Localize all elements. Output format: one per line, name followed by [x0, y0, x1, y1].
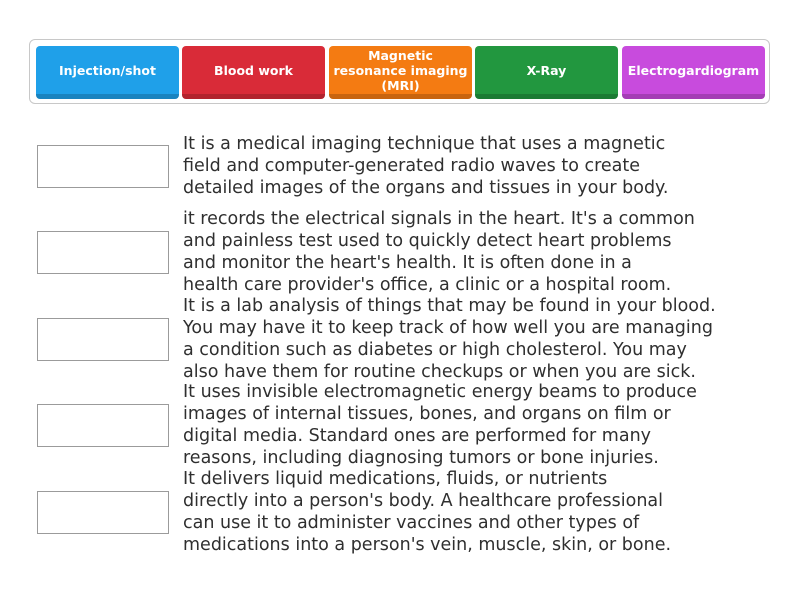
description-2: it records the electrical signals in the heart. It's a common and painless test used to quickly detect heart problems and monitor the heart's health. It is often done in a health care provider's office, a clinic or a hospital room. [183, 209, 695, 295]
drop-target-4[interactable] [37, 404, 169, 447]
drop-target-5[interactable] [37, 491, 169, 534]
tile-label: Electrogardiogram [627, 63, 760, 78]
tile-label: X-Ray [526, 63, 567, 78]
tile-blood-work[interactable] [182, 46, 325, 99]
drop-target-1[interactable] [37, 145, 169, 188]
tile-mri[interactable] [329, 46, 472, 99]
tile-x-ray[interactable] [475, 46, 618, 99]
description-4: It uses invisible electromagnetic energy beams to produce images of internal tissues, bones, and organs on film or digital media. Standard ones are performed for many reasons, including diagnosing tumors or bone injuries. [183, 382, 697, 468]
drop-target-3[interactable] [37, 318, 169, 361]
tile-injection-shot[interactable] [36, 46, 179, 99]
description-3: It is a lab analysis of things that may be found in your blood. You may have it to keep track of how well you are managing a condition such as diabetes or high cholesterol. You may also have them for routine checkups or when you are sick. [183, 296, 716, 382]
description-5: It delivers liquid medications, fluids, or nutrients directly into a person's body. A healthcare professional can use it to administer vaccines and other types of medications into a person's vein, muscle, skin, or bone. [183, 469, 672, 555]
answer-bank [29, 39, 770, 104]
tile-label: Magnetic resonance imaging (MRI) [333, 48, 468, 93]
description-1: It is a medical imaging technique that uses a magnetic field and computer-generated radio waves to create detailed images of the organs and tissues in your body. [183, 134, 669, 198]
drop-target-2[interactable] [37, 231, 169, 274]
tile-label: Injection/shot [59, 63, 156, 78]
tile-label: Blood work [214, 63, 293, 78]
tile-electrocardiogram[interactable] [622, 46, 765, 99]
